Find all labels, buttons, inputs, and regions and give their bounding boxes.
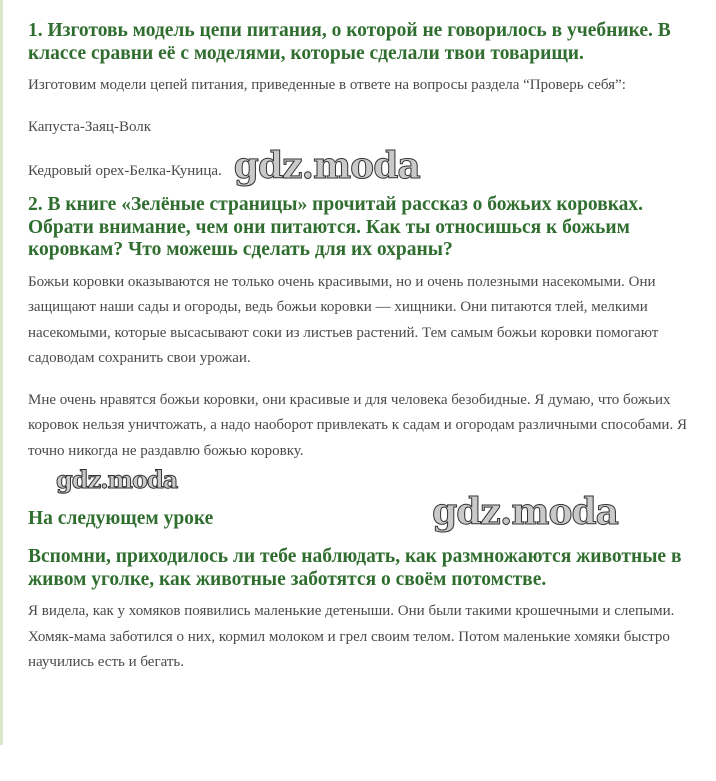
left-border	[0, 0, 3, 745]
food-chain-2: Кедровый орех-Белка-Куница.	[28, 162, 222, 179]
question-1-heading: 1. Изготовь модель цепи питания, о которой не говорилось в учебнике. В классе сравни её с моделями, которые сделали твои товарищи.	[28, 20, 671, 64]
watermark: gdz.moda	[56, 465, 178, 494]
next-lesson-answer: Я видела, как у хомяков появились маленькие детеныши. Они были такими крошечными и слепыми. Хомяк-мама заботился о них, кормил молоком и грел своим телом. Потом маленькие хомяки быстро научились есть и бегать.	[28, 603, 675, 670]
watermark: gdz.moda	[233, 145, 420, 187]
question-2-answer-2: Мне очень нравятся божьи коровки, они красивые и для человека безобидные. Я думаю, что божьих коровок нельзя уничтожать, а надо наоборот привлекать к садам и огородам различными способами. Я точно никогда не раздавлю божью коровку.	[28, 391, 687, 459]
watermark: gdz.moda	[432, 491, 618, 533]
next-lesson-row	[28, 491, 688, 533]
question-2-answer-1: Божьи коровки оказываются не только очень красивыми, но и очень полезными насекомыми. Они защищают наши сады и огороды, ведь божьи коровки — хищники. Они питаются тлей, мелкими насекомыми, которые высасывают соки из листьев растений. Тем самым божьи коровки помогают садоводам сохранить свои урожаи.	[28, 273, 659, 366]
food-chain-1: Капуста-Заяц-Волк	[28, 118, 152, 135]
next-lesson-heading: На следующем уроке	[28, 507, 214, 529]
next-lesson-question: Вспомни, приходилось ли тебе наблюдать, как размножаются животные в живом уголке, как животные заботятся о своём потомстве.	[28, 546, 682, 590]
question-1-answer: Изготовим модели цепей питания, приведенные в ответе на вопросы раздела “Проверь себя”:	[28, 77, 626, 93]
question-2-heading: 2. В книге «Зелёные страницы» прочитай рассказ о божьих коровках. Обрати внимание, чем они питаются. Как ты относишься к божьим коровкам? Что можешь сделать для их охраны?	[28, 194, 644, 260]
food-chain-2-row	[28, 145, 688, 187]
